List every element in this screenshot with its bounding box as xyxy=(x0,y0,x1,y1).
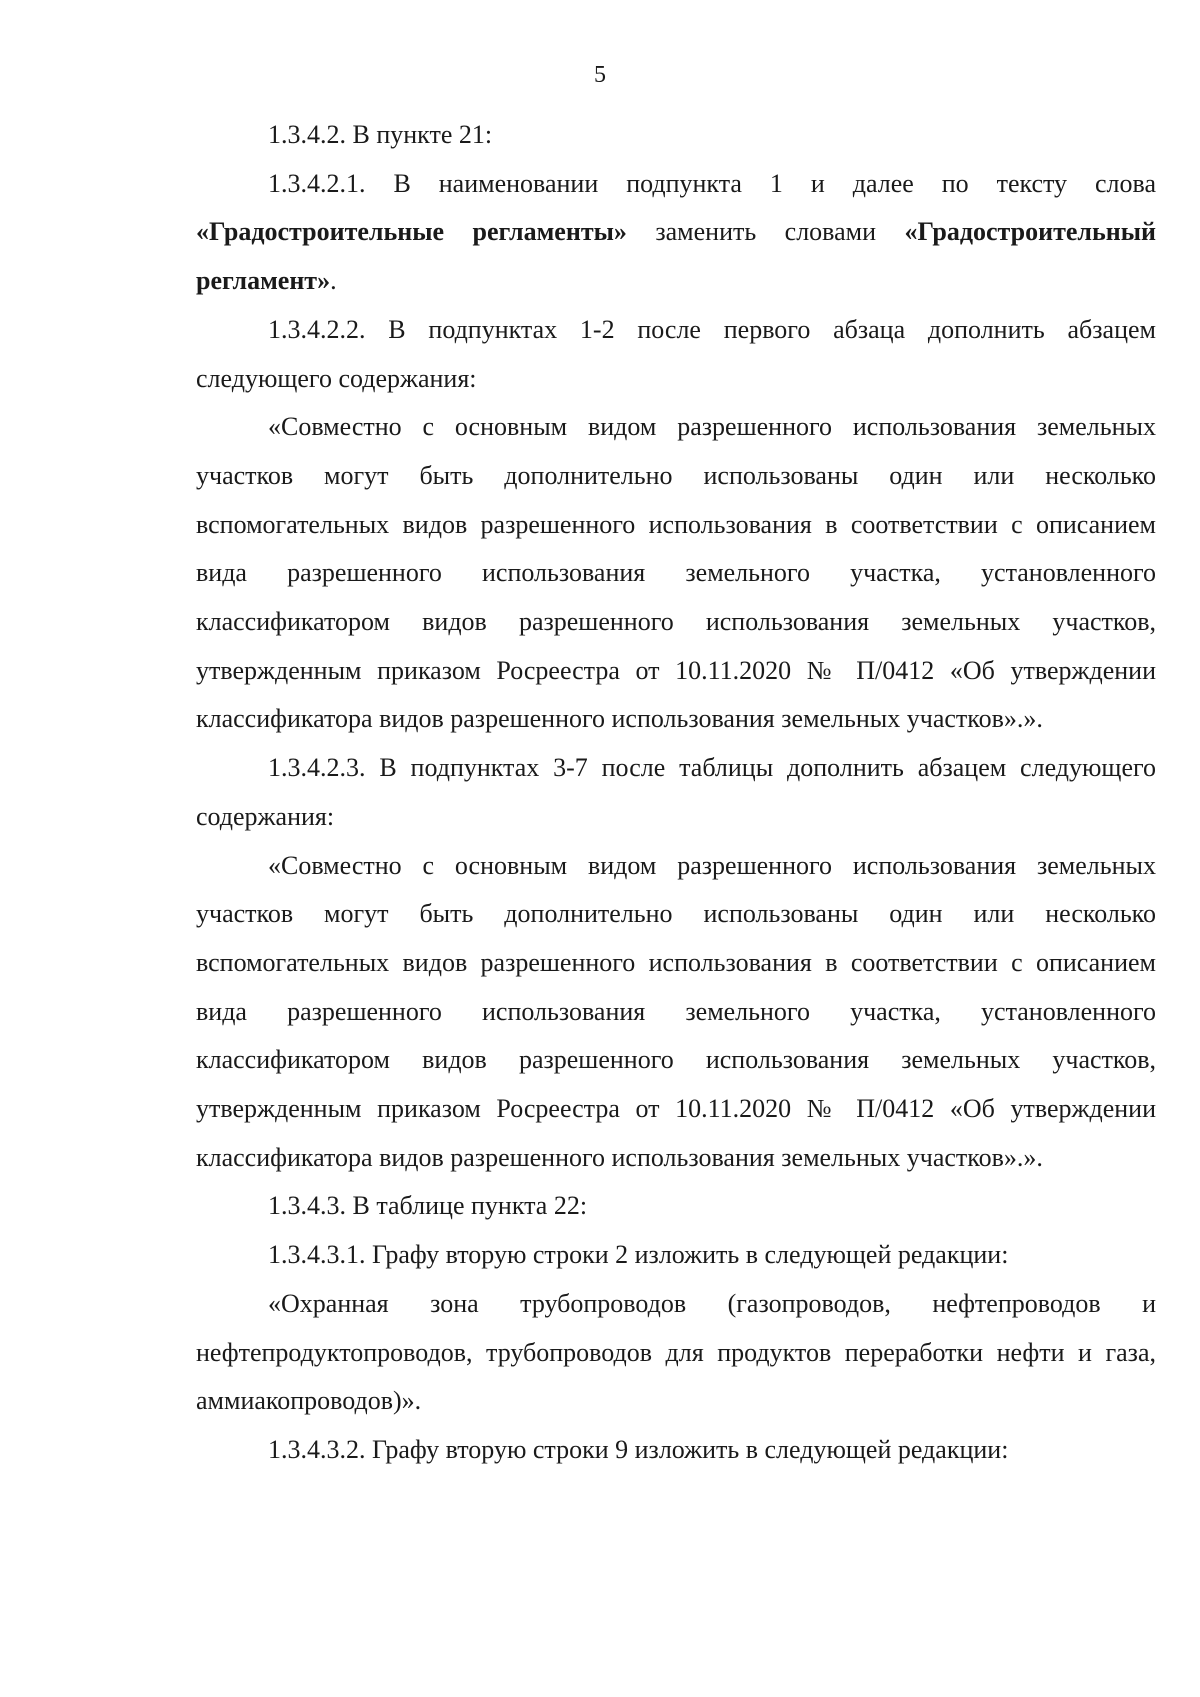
paragraph-1-3-4-2-2 xyxy=(196,306,1156,403)
text-run: «Охранная зона трубопроводов (газопроводов, нефтепроводов и нефтепродуктопроводов, трубопроводов для продуктов переработки нефти и газа, аммиакопроводов)». xyxy=(196,1288,1156,1416)
paragraph-1-3-4-3-2 xyxy=(196,1426,1156,1475)
page-number: 5 xyxy=(594,62,606,88)
quoted-paragraph xyxy=(196,842,1156,1183)
text-run: 1.3.4.3.1. Графу вторую строки 2 изложить в следующей редакции: xyxy=(268,1240,1009,1270)
bold-term: «Градостроительные регламенты» xyxy=(196,217,627,247)
quoted-paragraph xyxy=(196,1280,1156,1426)
text-run: 1.3.4.3. В таблице пункта 22: xyxy=(268,1191,588,1221)
paragraph-1-3-4-3-1 xyxy=(196,1231,1156,1280)
document-body xyxy=(196,111,1156,1475)
text-run: . xyxy=(330,266,337,296)
text-run: заменить словами xyxy=(626,217,905,247)
text-run: 1.3.4.3.2. Графу вторую строки 9 изложить в следующей редакции: xyxy=(268,1434,1009,1464)
paragraph-1-3-4-3 xyxy=(196,1182,1156,1231)
text-run: 1.3.4.2. В пункте 21: xyxy=(268,120,493,149)
text-run: 1.3.4.2.2. В подпунктах 1-2 после первого абзаца дополнить абзацем следующего содержания: xyxy=(196,314,1156,393)
text-run: 1.3.4.2.3. В подпунктах 3-7 после таблицы дополнить абзацем следующего содержания: xyxy=(196,753,1156,831)
text-run: «Совместно с основным видом разрешенного использования земельных участков могут быть дополнительно использованы один или несколько вспомогательных видов разрешенного использования в соответствии с описанием вида разрешенного использования земельного участка, установленного классификатором видов разрешенного использования земельных участков, утвержденным приказом Росреестра от 10.11.2020 № П/0412 «Об утверждении классификатора видов разрешенного использования земельных участков».». xyxy=(196,850,1156,1172)
paragraph-1-3-4-2 xyxy=(196,111,1156,160)
bold-term: «Градостроительный регламент» xyxy=(196,217,1156,296)
text-run: 1.3.4.2.1. В наименовании подпункта 1 и далее по тексту слова xyxy=(268,168,1156,198)
quoted-paragraph xyxy=(196,403,1156,744)
paragraph-1-3-4-2-1 xyxy=(196,160,1156,306)
paragraph-1-3-4-2-3 xyxy=(196,744,1156,841)
text-run: «Совместно с основным видом разрешенного использования земельных участков могут быть дополнительно использованы один или несколько вспомогательных видов разрешенного использования в соответствии с описанием вида разрешенного использования земельного участка, установленного классификатором видов разрешенного использования земельных участков, утвержденным приказом Росреестра от 10.11.2020 № П/0412 «Об утверждении классификатора видов разрешенного использования земельных участков».». xyxy=(196,412,1156,734)
